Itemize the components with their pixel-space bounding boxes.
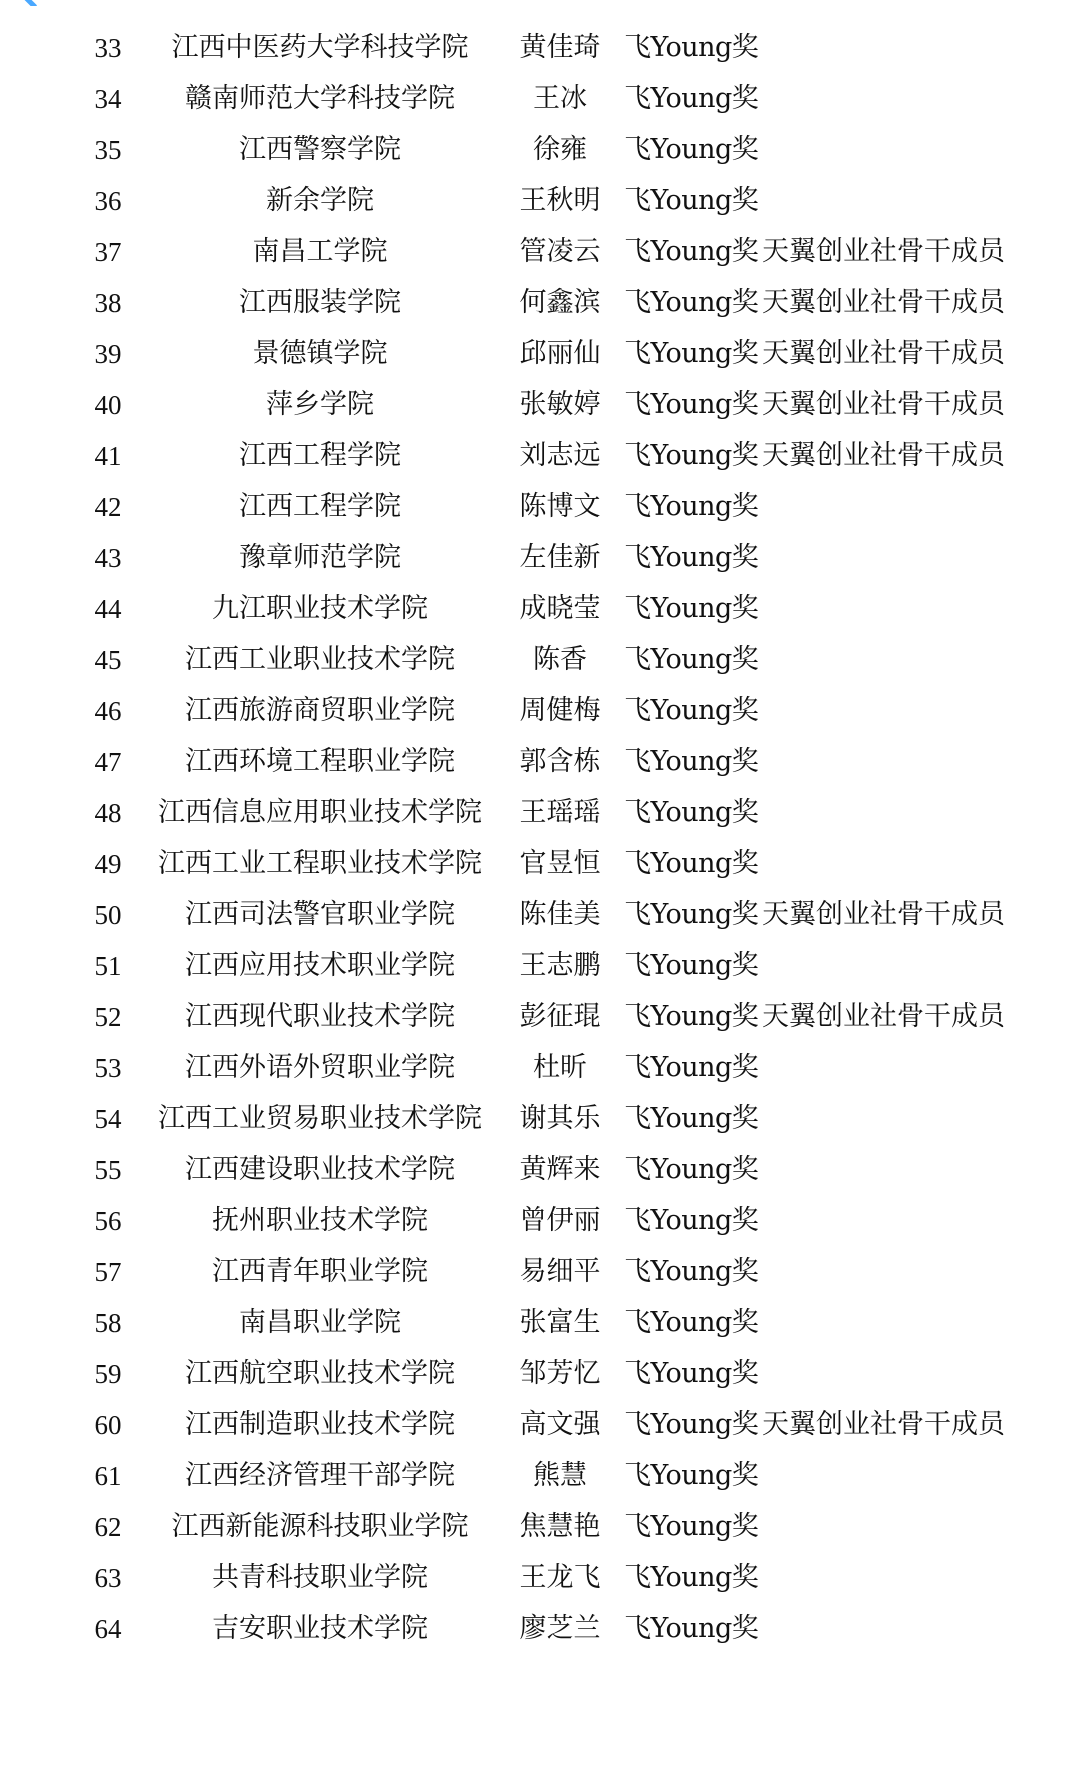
- award-name: 飞Young奖: [624, 899, 759, 930]
- student-name: 王志鹏: [519, 950, 601, 981]
- row-number: 50: [94, 900, 122, 930]
- award-name: 飞Young奖: [624, 1358, 759, 1389]
- row-number: 44: [94, 594, 122, 624]
- school-name: 南昌工学院: [252, 236, 388, 267]
- row-number: 47: [94, 747, 122, 777]
- award-name: 飞Young奖: [624, 1460, 759, 1491]
- award-name: 飞Young奖: [624, 440, 759, 471]
- roster-row: [0, 538, 1076, 589]
- roster-row: [0, 1405, 1076, 1456]
- row-number: 64: [94, 1614, 122, 1644]
- student-name: 彭征琨: [519, 1001, 601, 1032]
- student-name: 左佳新: [519, 542, 601, 573]
- award-name: 飞Young奖: [624, 1001, 759, 1032]
- row-number: 51: [94, 951, 122, 981]
- row-number: 53: [94, 1053, 122, 1083]
- award-name: 飞Young奖: [624, 83, 759, 114]
- award-name: 飞Young奖: [624, 389, 759, 420]
- award-name: 飞Young奖: [624, 491, 759, 522]
- roster-row: [0, 385, 1076, 436]
- roster-row: [0, 487, 1076, 538]
- award-name: 飞Young奖: [624, 1205, 759, 1236]
- school-name: 江西旅游商贸职业学院: [185, 695, 455, 726]
- student-name: 王瑶瑶: [519, 797, 601, 828]
- student-name: 官昱恒: [519, 848, 601, 879]
- school-name: 江西航空职业技术学院: [185, 1358, 455, 1389]
- student-name: 高文强: [519, 1409, 601, 1440]
- roster-row: [0, 1099, 1076, 1150]
- row-number: 46: [94, 696, 122, 726]
- roster-row: [0, 28, 1076, 79]
- student-name: 张敏婷: [519, 389, 601, 420]
- student-name: 徐雍: [533, 134, 587, 165]
- school-name: 吉安职业技术学院: [212, 1613, 428, 1644]
- member-note: 天翼创业社骨干成员: [762, 389, 1005, 420]
- row-number: 43: [94, 543, 122, 573]
- student-name: 谢其乐: [519, 1103, 601, 1134]
- award-name: 飞Young奖: [624, 695, 759, 726]
- award-name: 飞Young奖: [624, 746, 759, 777]
- roster-row: [0, 1303, 1076, 1354]
- school-name: 共青科技职业学院: [212, 1562, 428, 1593]
- award-name: 飞Young奖: [624, 1511, 759, 1542]
- school-name: 江西环境工程职业学院: [185, 746, 455, 777]
- award-name: 飞Young奖: [624, 1409, 759, 1440]
- school-name: 萍乡学院: [266, 389, 374, 420]
- student-name: 熊慧: [533, 1460, 587, 1491]
- award-name: 飞Young奖: [624, 1154, 759, 1185]
- roster-row: [0, 742, 1076, 793]
- student-name: 陈香: [533, 644, 587, 675]
- member-note: 天翼创业社骨干成员: [762, 899, 1005, 930]
- award-name: 飞Young奖: [624, 185, 759, 216]
- school-name: 江西警察学院: [239, 134, 401, 165]
- roster-row: [0, 1201, 1076, 1252]
- roster-row: [0, 1150, 1076, 1201]
- roster-row: [0, 997, 1076, 1048]
- award-name: 飞Young奖: [624, 797, 759, 828]
- row-number: 34: [94, 84, 122, 114]
- school-name: 江西工业工程职业技术学院: [158, 848, 482, 879]
- student-name: 邱丽仙: [519, 338, 601, 369]
- school-name: 江西制造职业技术学院: [185, 1409, 455, 1440]
- award-name: 飞Young奖: [624, 593, 759, 624]
- school-name: 江西经济管理干部学院: [185, 1460, 455, 1491]
- roster-row: [0, 1048, 1076, 1099]
- student-name: 曾伊丽: [519, 1205, 601, 1236]
- roster-row: [0, 1507, 1076, 1558]
- award-name: 飞Young奖: [624, 134, 759, 165]
- student-name: 王龙飞: [519, 1562, 601, 1593]
- school-name: 抚州职业技术学院: [212, 1205, 428, 1236]
- row-number: 37: [94, 237, 122, 267]
- award-name: 飞Young奖: [624, 1256, 759, 1287]
- row-number: 55: [94, 1155, 122, 1185]
- student-name: 王秋明: [519, 185, 601, 216]
- school-name: 江西信息应用职业技术学院: [158, 797, 482, 828]
- award-name: 飞Young奖: [624, 848, 759, 879]
- student-name: 邹芳忆: [519, 1358, 601, 1389]
- member-note: 天翼创业社骨干成员: [762, 236, 1005, 267]
- student-name: 王冰: [533, 83, 587, 114]
- school-name: 南昌职业学院: [239, 1307, 401, 1338]
- student-name: 黄辉来: [519, 1154, 601, 1185]
- student-name: 成晓莹: [519, 593, 601, 624]
- award-name: 飞Young奖: [624, 1562, 759, 1593]
- school-name: 江西司法警官职业学院: [185, 899, 455, 930]
- row-number: 60: [94, 1410, 122, 1440]
- school-name: 江西工业职业技术学院: [185, 644, 455, 675]
- member-note: 天翼创业社骨干成员: [762, 1001, 1005, 1032]
- roster-row: [0, 589, 1076, 640]
- roster-row: [0, 640, 1076, 691]
- award-name: 飞Young奖: [624, 1613, 759, 1644]
- school-name: 江西新能源科技职业学院: [171, 1511, 469, 1542]
- roster-row: [0, 1354, 1076, 1405]
- student-name: 张富生: [519, 1307, 601, 1338]
- school-name: 江西中医药大学科技学院: [171, 32, 469, 63]
- roster-row: [0, 283, 1076, 334]
- roster-row: [0, 1252, 1076, 1303]
- award-name: 飞Young奖: [624, 1052, 759, 1083]
- student-name: 焦慧艳: [519, 1511, 601, 1542]
- school-name: 江西应用技术职业学院: [185, 950, 455, 981]
- award-name: 飞Young奖: [624, 236, 759, 267]
- award-name: 飞Young奖: [624, 1307, 759, 1338]
- member-note: 天翼创业社骨干成员: [762, 287, 1005, 318]
- row-number: 61: [94, 1461, 122, 1491]
- school-name: 豫章师范学院: [239, 542, 401, 573]
- row-number: 52: [94, 1002, 122, 1032]
- award-name: 飞Young奖: [624, 338, 759, 369]
- row-number: 33: [94, 33, 122, 63]
- school-name: 江西建设职业技术学院: [185, 1154, 455, 1185]
- school-name: 江西青年职业学院: [212, 1256, 428, 1287]
- school-name: 江西工程学院: [239, 491, 401, 522]
- roster-row: [0, 334, 1076, 385]
- student-name: 陈佳美: [519, 899, 601, 930]
- roster-row: [0, 793, 1076, 844]
- back-arrow-icon[interactable]: [0, 0, 44, 6]
- school-name: 江西工业贸易职业技术学院: [158, 1103, 482, 1134]
- row-number: 57: [94, 1257, 122, 1287]
- roster-row: [0, 181, 1076, 232]
- roster-row: [0, 1558, 1076, 1609]
- school-name: 江西外语外贸职业学院: [185, 1052, 455, 1083]
- row-number: 41: [94, 441, 122, 471]
- row-number: 45: [94, 645, 122, 675]
- student-name: 杜昕: [533, 1052, 587, 1083]
- award-roster: [0, 28, 1076, 1660]
- roster-row: [0, 436, 1076, 487]
- row-number: 42: [94, 492, 122, 522]
- row-number: 40: [94, 390, 122, 420]
- roster-row: [0, 79, 1076, 130]
- award-name: 飞Young奖: [624, 644, 759, 675]
- row-number: 59: [94, 1359, 122, 1389]
- member-note: 天翼创业社骨干成员: [762, 338, 1005, 369]
- award-name: 飞Young奖: [624, 1103, 759, 1134]
- student-name: 陈博文: [519, 491, 601, 522]
- row-number: 36: [94, 186, 122, 216]
- award-name: 飞Young奖: [624, 950, 759, 981]
- row-number: 38: [94, 288, 122, 318]
- school-name: 景德镇学院: [252, 338, 388, 369]
- school-name: 江西工程学院: [239, 440, 401, 471]
- student-name: 易细平: [519, 1256, 601, 1287]
- roster-row: [0, 844, 1076, 895]
- school-name: 赣南师范大学科技学院: [185, 83, 455, 114]
- member-note: 天翼创业社骨干成员: [762, 1409, 1005, 1440]
- row-number: 49: [94, 849, 122, 879]
- student-name: 何鑫滨: [519, 287, 601, 318]
- roster-row: [0, 232, 1076, 283]
- row-number: 39: [94, 339, 122, 369]
- roster-row: [0, 946, 1076, 997]
- school-name: 江西服装学院: [239, 287, 401, 318]
- student-name: 管凌云: [519, 236, 601, 267]
- roster-row: [0, 1456, 1076, 1507]
- student-name: 周健梅: [519, 695, 601, 726]
- row-number: 54: [94, 1104, 122, 1134]
- school-name: 江西现代职业技术学院: [185, 1001, 455, 1032]
- roster-row: [0, 130, 1076, 181]
- member-note: 天翼创业社骨干成员: [762, 440, 1005, 471]
- row-number: 35: [94, 135, 122, 165]
- student-name: 廖芝兰: [519, 1613, 601, 1644]
- award-name: 飞Young奖: [624, 32, 759, 63]
- row-number: 63: [94, 1563, 122, 1593]
- award-name: 飞Young奖: [624, 287, 759, 318]
- row-number: 56: [94, 1206, 122, 1236]
- student-name: 郭含栋: [519, 746, 601, 777]
- row-number: 58: [94, 1308, 122, 1338]
- student-name: 刘志远: [519, 440, 601, 471]
- school-name: 九江职业技术学院: [212, 593, 428, 624]
- row-number: 48: [94, 798, 122, 828]
- roster-row: [0, 691, 1076, 742]
- award-name: 飞Young奖: [624, 542, 759, 573]
- student-name: 黄佳琦: [519, 32, 601, 63]
- roster-row: [0, 895, 1076, 946]
- row-number: 62: [94, 1512, 122, 1542]
- roster-row: [0, 1609, 1076, 1660]
- school-name: 新余学院: [266, 185, 374, 216]
